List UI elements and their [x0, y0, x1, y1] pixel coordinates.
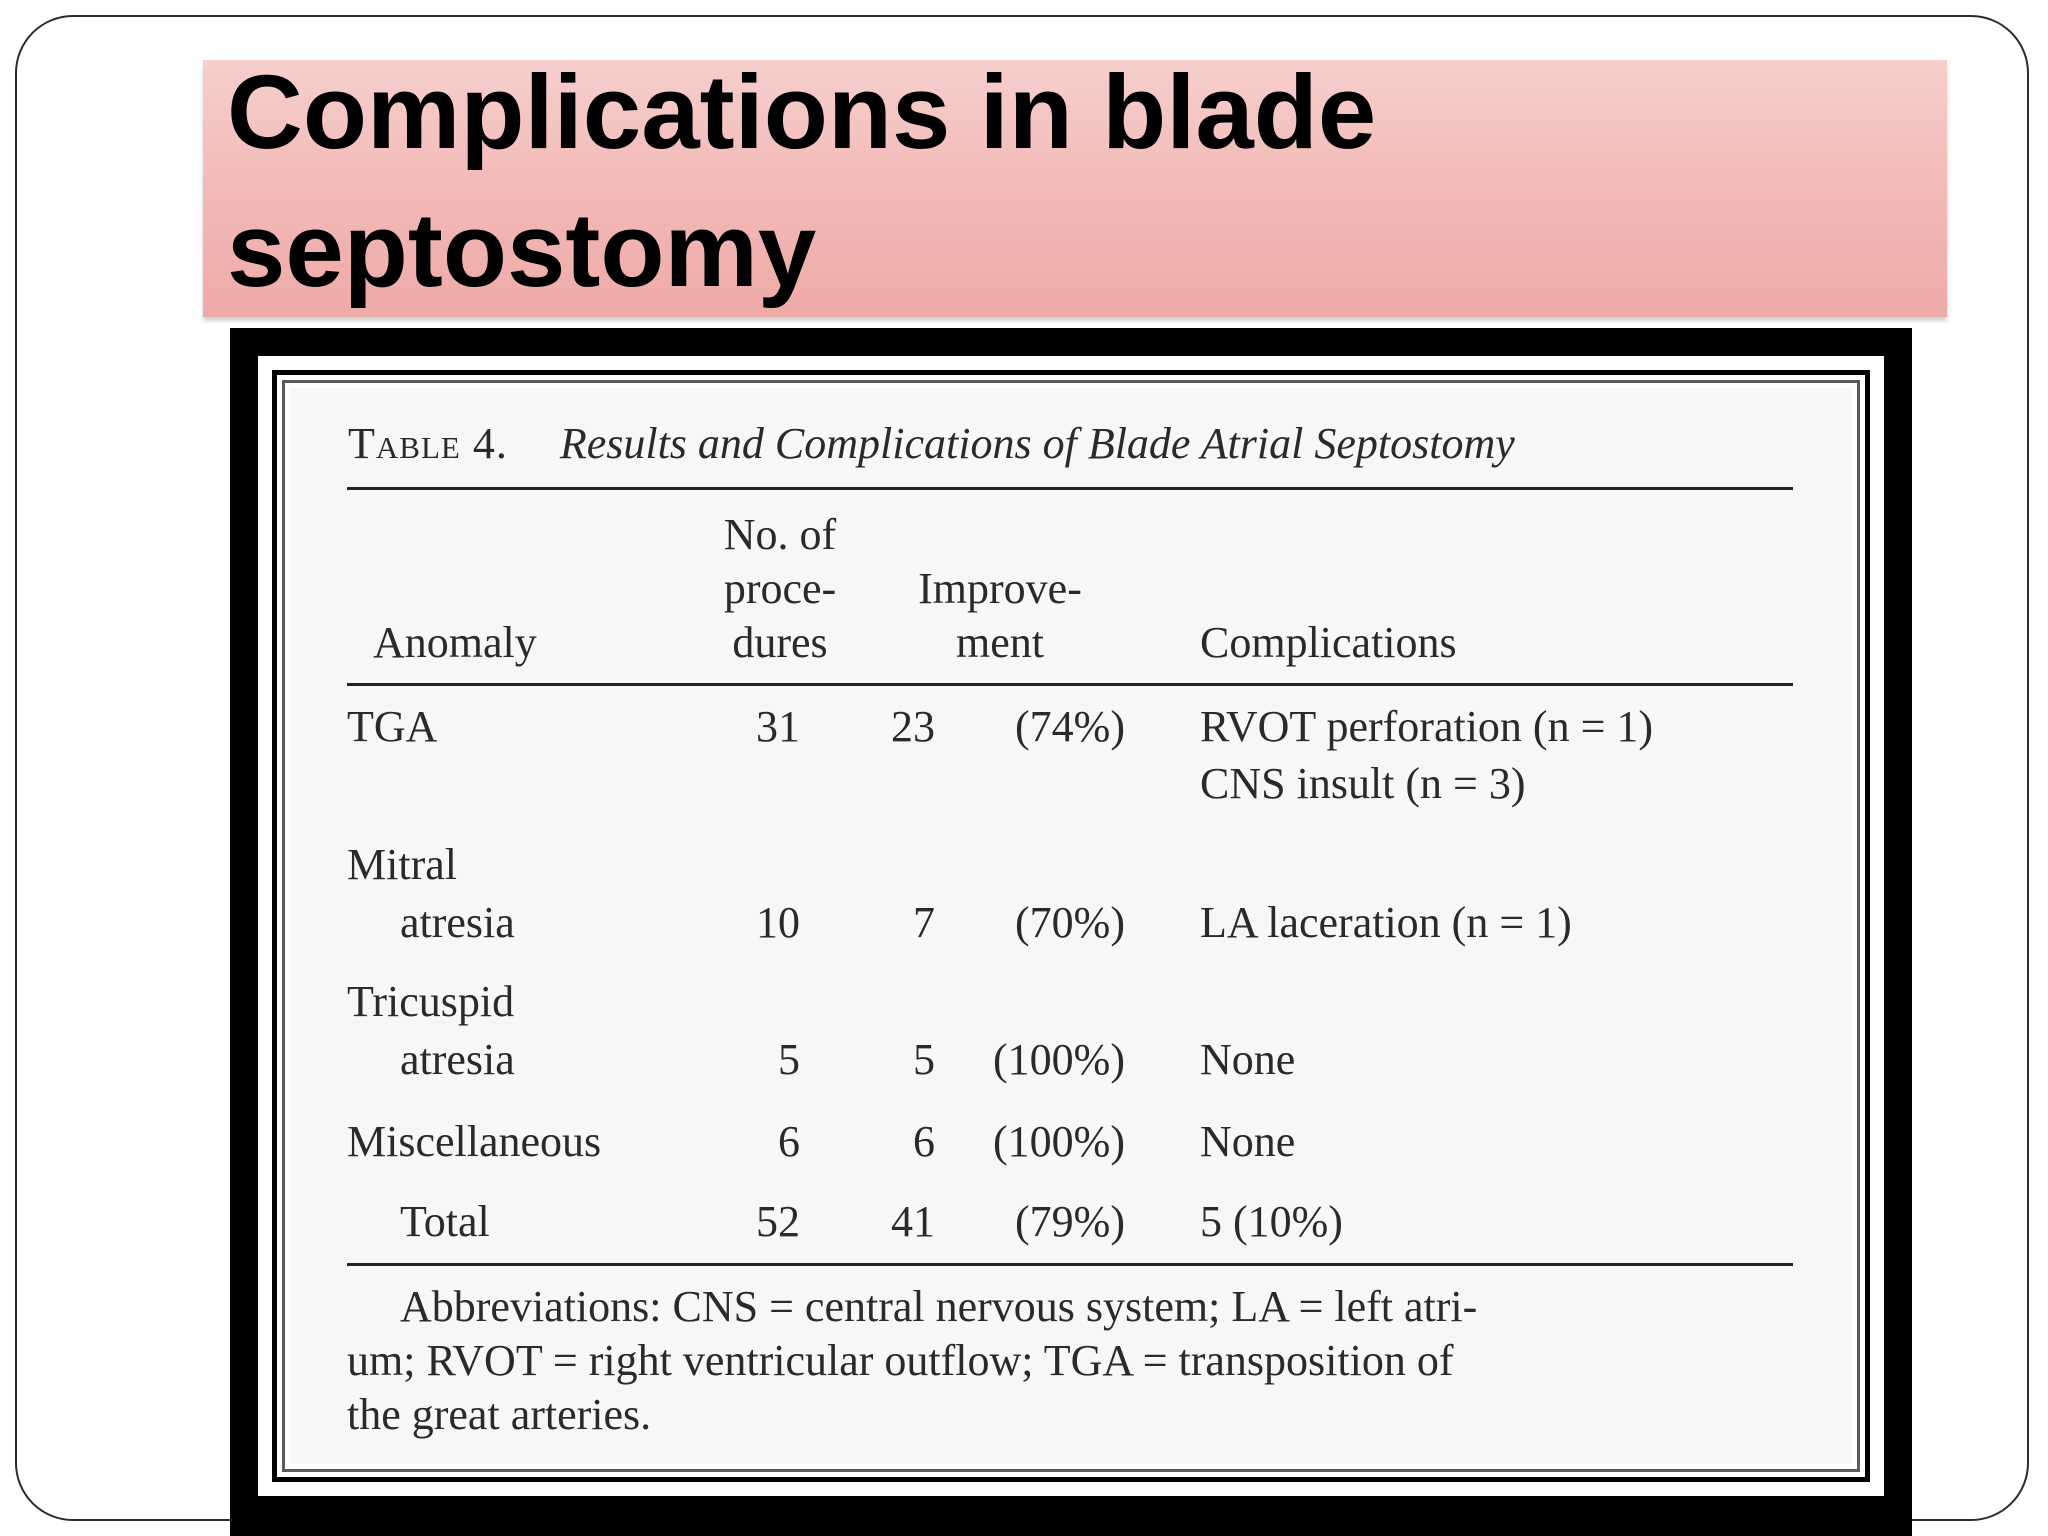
row-tga-complication-1: RVOT perforation (n = 1): [1200, 702, 1654, 751]
row-total-complications: 5 (10%): [1200, 1197, 1343, 1246]
table-title: Results and Complications of Blade Atrial Septostomy: [559, 419, 1515, 468]
header-procedures-line2: proce-: [723, 564, 837, 613]
row-tga-improvement-pct: (74%): [1015, 702, 1125, 751]
row-mitral-improvement-n: 7: [913, 898, 935, 947]
table-top-rule: [347, 487, 1793, 490]
row-total-improvement-n: 41: [891, 1197, 935, 1246]
row-misc-procedures: 6: [778, 1117, 800, 1166]
row-misc-anomaly: Miscellaneous: [347, 1117, 602, 1166]
row-tricuspid-procedures: 5: [778, 1035, 800, 1084]
row-tricuspid-complication: None: [1200, 1035, 1296, 1084]
row-mitral-anomaly-line2: atresia: [400, 898, 515, 947]
header-procedures-line3: dures: [732, 618, 828, 667]
footnote-line3: the great arteries.: [347, 1390, 652, 1439]
row-tga-improvement-n: 23: [891, 702, 935, 751]
header-improvement-line2: ment: [956, 618, 1044, 667]
row-total-improvement-pct: (79%): [1015, 1197, 1125, 1246]
slide-title: Complications in blade septostomy: [227, 54, 1377, 309]
row-mitral-improvement-pct: (70%): [1015, 898, 1125, 947]
row-tricuspid-improvement-pct: (100%): [993, 1035, 1125, 1084]
footnote-line1: Abbreviations: CNS = central nervous system; LA = left atri-: [400, 1282, 1478, 1331]
row-tga-anomaly: TGA: [347, 702, 438, 751]
row-tricuspid-improvement-n: 5: [913, 1035, 935, 1084]
header-procedures-line1: No. of: [723, 510, 837, 559]
row-misc-improvement-n: 6: [913, 1117, 935, 1166]
table-bottom-rule: [347, 1263, 1793, 1266]
footnote-line2: um; RVOT = right ventricular outflow; TGA = transposition of: [347, 1336, 1454, 1385]
row-total-procedures: 52: [756, 1197, 800, 1246]
row-mitral-complication: LA laceration (n = 1): [1200, 898, 1572, 947]
row-tga-complication-2: CNS insult (n = 3): [1200, 759, 1526, 808]
table-caption: [348, 418, 1798, 469]
row-misc-improvement-pct: (100%): [993, 1117, 1125, 1166]
row-tricuspid-anomaly-line2: atresia: [400, 1035, 515, 1084]
header-anomaly: Anomaly: [373, 618, 537, 667]
row-mitral-procedures: 10: [756, 898, 800, 947]
header-improvement-line1: Improve-: [918, 564, 1082, 613]
row-mitral-anomaly-line1: Mitral: [347, 840, 457, 889]
row-misc-complication: None: [1200, 1117, 1296, 1166]
row-total-label: Total: [400, 1197, 490, 1246]
table-header-rule: [347, 683, 1793, 686]
row-tricuspid-anomaly-line1: Tricuspid: [347, 977, 515, 1026]
row-tga-procedures: 31: [756, 702, 800, 751]
table-label: Table 4.: [348, 419, 508, 468]
header-complications: Complications: [1200, 618, 1457, 667]
